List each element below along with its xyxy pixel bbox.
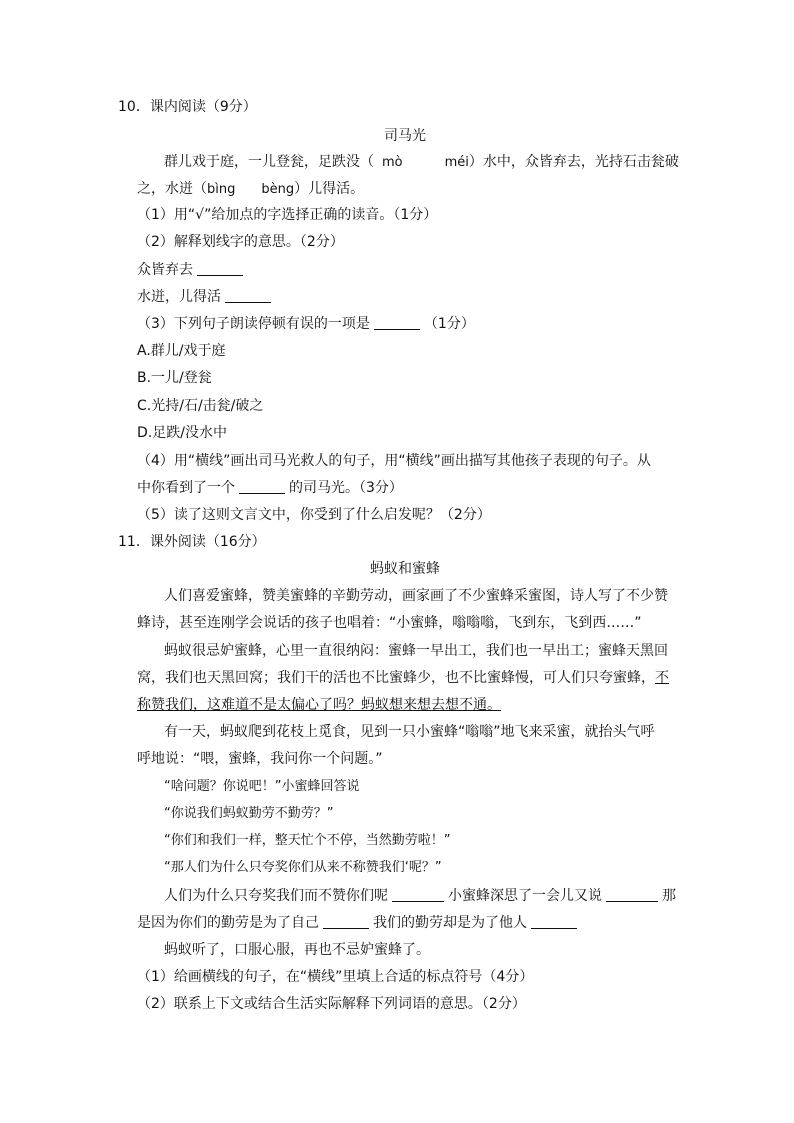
q11-dialog2: “你说我们蚂蚁勤劳不勤劳？”	[164, 806, 334, 821]
q10-text2-a: 之，水迸（	[137, 181, 207, 197]
phrase2-text: 水迸，儿得活	[137, 289, 221, 305]
phrase1-text: 众皆弃去	[137, 262, 193, 278]
answer-blank[interactable]	[197, 261, 243, 276]
pinyin-beng: bèng	[261, 182, 295, 197]
q11-p1-line1: 人们喜爱蜜蜂，赞美蜜蜂的辛勤劳动，画家画了不少蜜蜂采蜜图，诗人写了不少赞	[164, 588, 668, 604]
q11-p4-line2	[137, 914, 581, 932]
p2-underlined-start: 不	[655, 670, 669, 686]
p2-line2-text: 窝，我们也天黑回窝；我们干的活也不比蜜蜂少，也不比蜜蜂慢，可人们只夸蜜蜂，	[137, 670, 655, 686]
q11-dialog1: “啥问题？你说吧！”小蜜蜂回答说	[164, 779, 360, 794]
q10-option-d: D.足跌/没水中	[137, 425, 227, 441]
sub3-text: （3）下列句子朗读停顿有误的一项是	[137, 316, 370, 332]
q11-dialog3: “你们和我们一样，整天忙个不停，当然勤劳啦！”	[164, 833, 451, 848]
q10-title: 司马光	[384, 128, 426, 144]
pinyin-mei: méi	[444, 155, 469, 170]
q11-p5: 蚂蚁听了，口服心服，再也不忌妒蜜蜂了。	[164, 942, 430, 958]
q10-text-line2	[137, 180, 364, 199]
q10-sub1: （1）用“√”给加点的字选择正确的读音。（1分）	[137, 207, 438, 223]
pinyin-bing: bìng	[207, 182, 236, 197]
p4-text-d: 是因为你们的勤劳是为了自己	[137, 915, 319, 931]
q10-sub4-line1: （4）用“横线”画出司马光救人的句子，用“横线”画出描写其他孩子表现的句子。从	[137, 453, 651, 469]
q11-p3-line1: 有一天，蚂蚁爬到花枝上觅食，见到一只小蜜蜂“嗡嗡”地飞来采蜜，就抬头气呼	[164, 724, 655, 740]
answer-blank[interactable]	[374, 315, 420, 330]
q10-option-a: A.群儿/戏于庭	[137, 343, 226, 359]
q11-dialog4: “那人们为什么只夸奖你们从来不称赞我们‘呢？”	[164, 860, 442, 875]
q10-header: 10．课内阅读（9分）	[118, 99, 257, 115]
p4-text-b: 小蜜蜂深思了一会儿又说	[448, 888, 602, 904]
q10-sub5: （5）读了这则文言文中，你受到了什么启发呢？（2分）	[137, 507, 491, 523]
q11-p3-line2: 呼地说：“喂，蜜蜂，我问你一个问题。”	[137, 751, 383, 767]
q11-p2-line3-underlined: 称赞我们，这难道不是太偏心了吗？蚂蚁想来想去想不通。	[137, 697, 501, 713]
q10-text1-b: ）水中，众皆弃去，光持石击瓮破	[468, 154, 679, 170]
q10-text-line1	[164, 153, 679, 172]
q11-header: 11．课外阅读（16分）	[118, 534, 266, 550]
q10-option-b: B.一儿/登瓮	[137, 370, 212, 386]
q11-p4-line1	[164, 887, 676, 905]
sub4-text-b: 的司马光。（3分）	[289, 480, 403, 496]
punctuation-blank[interactable]	[323, 914, 369, 929]
p4-text-e: 我们的勤劳却是为了他人	[373, 915, 527, 931]
q10-sub3	[137, 315, 475, 333]
punctuation-blank[interactable]	[392, 887, 444, 902]
q10-text2-b: ）儿得活。	[294, 181, 365, 197]
q10-text1-a: 群儿戏于庭，一儿登瓮，足跌没（	[164, 154, 374, 170]
punctuation-blank[interactable]	[531, 914, 577, 929]
pinyin-mo: mò	[382, 155, 403, 170]
q11-p2-line1: 蚂蚁很忌妒蜜蜂，心里一直很纳闷：蜜蜂一早出工，我们也一早出工；蜜蜂天黑回	[164, 643, 668, 659]
p4-text-a: 人们为什么只夸奖我们而不赞你们呢	[164, 888, 388, 904]
q11-sub2: （2）联系上下文或结合生活实际解释下列词语的意思。（2分）	[137, 996, 526, 1012]
q10-sub2: （2）解释划线字的意思。（2分）	[137, 234, 344, 250]
q11-title: 蚂蚁和蜜蜂	[370, 561, 440, 577]
q11-sub1: （1）给画横线的句子，在“横线”里填上合适的标点符号（4分）	[137, 969, 534, 985]
p4-text-c: 那	[662, 888, 676, 904]
answer-blank[interactable]	[239, 479, 285, 494]
q10-sub4-line2	[137, 479, 403, 497]
q10-phrase1	[137, 261, 247, 279]
sub4-text-a: 中你看到了一个	[137, 480, 235, 496]
q11-p1-line2: 蜂诗，甚至连刚学会说话的孩子也唱着：“小蜜蜂，嗡嗡嗡，飞到东，飞到西……”	[137, 615, 642, 631]
q10-option-c: C.光持/石/击瓮/破之	[137, 398, 264, 414]
sub3-score: （1分）	[423, 316, 475, 332]
answer-blank[interactable]	[225, 288, 271, 303]
q11-p2-line2	[137, 669, 669, 687]
punctuation-blank[interactable]	[606, 887, 658, 902]
q10-phrase2	[137, 288, 275, 306]
